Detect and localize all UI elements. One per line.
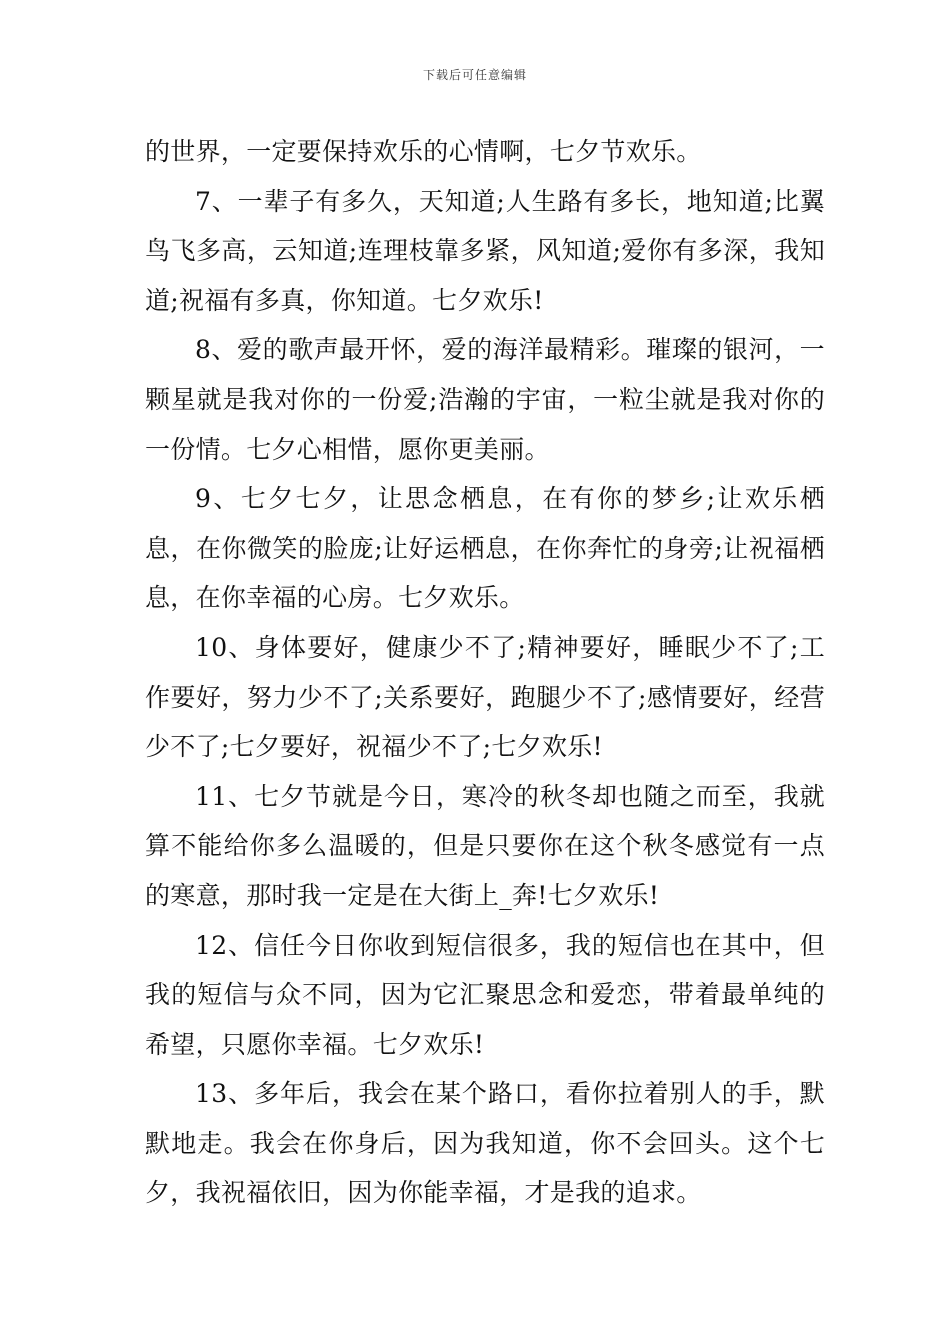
paragraph-11: 11、七夕节就是今日，寒冷的秋冬却也随之而至，我就算不能给你多么温暖的，但是只要你在这个秋冬感觉有一点的寒意，那时我一定是在大街上_奔!七夕欢乐! [145, 781, 825, 910]
paragraph-8: 8、爱的歌声最开怀，爱的海洋最精彩。璀璨的银河，一颗星就是我对你的一份爱;浩瀚的宇宙，一粒尘就是我对你的一份情。七夕心相惜，愿你更美丽。 [145, 335, 825, 464]
paragraph-7: 7、一辈子有多久，天知道;人生路有多长，地知道;比翼鸟飞多高，云知道;连理枝靠多紧，风知道;爱你有多深，我知道;祝福有多真，你知道。七夕欢乐! [145, 186, 825, 315]
paragraph-10: 10、身体要好，健康少不了;精神要好，睡眠少不了;工作要好，努力少不了;关系要好，跑腿少不了;感情要好，经营少不了;七夕要好，祝福少不了;七夕欢乐! [145, 632, 825, 762]
page-header-note: 下载后可任意编辑 [422, 68, 527, 82]
paragraph-9: 9、七夕七夕，让思念栖息，在有你的梦乡;让欢乐栖息，在你微笑的脸庞;让好运栖息，在你奔忙的身旁;让祝福栖息，在你幸福的心房。七夕欢乐。 [145, 484, 825, 613]
paragraph-13: 13、多年后，我会在某个路口，看你拉着别人的手，默默地走。我会在你身后，因为我知道，你不会回头。这个七夕，我祝福依旧，因为你能幸福，才是我的追求。 [145, 1079, 825, 1208]
paragraph-continued: 的世界，一定要保持欢乐的心情啊，七夕节欢乐。 [145, 137, 702, 166]
paragraph-12: 12、信任今日你收到短信很多，我的短信也在其中，但我的短信与众不同，因为它汇聚思念和爱恋，带着最单纯的希望，只愿你幸福。七夕欢乐! [145, 930, 825, 1059]
document-body [145, 127, 825, 1218]
